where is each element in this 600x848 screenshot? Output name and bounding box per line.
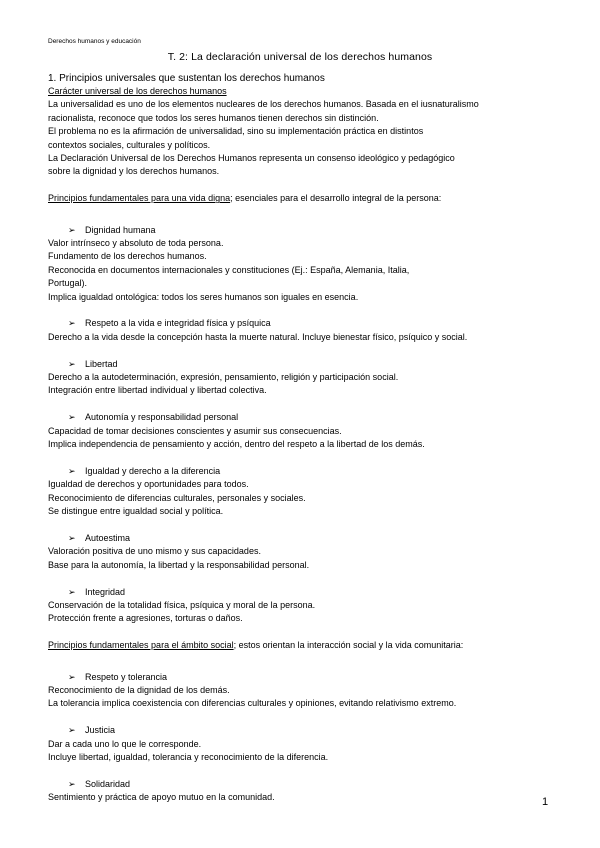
group-intro bbox=[48, 639, 548, 652]
body-line: La tolerancia implica coexistencia con diferencias culturales y opiniones, evitando relativismo extremo. bbox=[48, 698, 457, 709]
body-line: racionalista, reconoce que todos los seres humanos tienen derechos sin distinción. bbox=[48, 112, 379, 123]
principle-item bbox=[48, 519, 548, 573]
body-line: Derecho a la autodeterminación, expresión, pensamiento, religión y participación social. bbox=[48, 372, 399, 383]
arrow-bullet-icon: ➢ bbox=[68, 586, 76, 597]
arrow-bullet-icon: ➢ bbox=[68, 532, 76, 543]
body-line: El problema no es la afirmación de universalidad, sino su implementación práctica en distintos bbox=[48, 126, 424, 137]
principle-item bbox=[48, 662, 548, 711]
body-line: Implica independencia de pensamiento y acción, dentro del respeto a la libertad de los demás. bbox=[48, 439, 425, 450]
group-intro-title: Principios fundamentales para el ámbito social bbox=[48, 640, 234, 651]
principle-item bbox=[48, 711, 548, 765]
arrow-bullet-icon: ➢ bbox=[68, 725, 76, 736]
principle-title: Autonomía y responsabilidad personal bbox=[85, 412, 239, 423]
principle-title: Respeto a la vida e integridad física y psíquica bbox=[85, 318, 271, 329]
arrow-bullet-icon: ➢ bbox=[68, 412, 76, 423]
body-line: Protección frente a agresiones, torturas o daños. bbox=[48, 613, 243, 624]
body-line: Base para la autonomía, la libertad y la responsabilidad personal. bbox=[48, 559, 310, 570]
section-heading: 1. Principios universales que sustentan los derechos humanos bbox=[48, 73, 325, 84]
group-intro-rest: ; esenciales para el desarrollo integral de la persona: bbox=[230, 193, 442, 204]
body-line: Valor intrínseco y absoluto de toda persona. bbox=[48, 238, 224, 249]
body-line: Fundamento de los derechos humanos. bbox=[48, 251, 207, 262]
principle-title: Respeto y tolerancia bbox=[85, 671, 168, 682]
body-line: sobre la dignidad y los derechos humanos. bbox=[48, 166, 220, 177]
arrow-bullet-icon: ➢ bbox=[68, 224, 76, 235]
document-body bbox=[48, 72, 548, 805]
body-line: Capacidad de tomar decisiones conscientes y asumir sus consecuencias. bbox=[48, 425, 342, 436]
arrow-bullet-icon: ➢ bbox=[68, 318, 76, 329]
body-line: contextos sociales, culturales y políticos. bbox=[48, 139, 211, 150]
body-line: Dar a cada uno lo que le corresponde. bbox=[48, 738, 202, 749]
principle-title: Justicia bbox=[85, 725, 116, 736]
document-title: T. 2: La declaración universal de los derechos humanos bbox=[167, 51, 433, 63]
group-intro-title: Principios fundamentales para una vida digna bbox=[48, 193, 231, 204]
section-subheading: Carácter universal de los derechos humanos bbox=[48, 86, 227, 96]
arrow-bullet-icon: ➢ bbox=[68, 358, 76, 369]
body-line: La universalidad es uno de los elementos nucleares de los derechos humanos. Basada en el iusnaturalismo bbox=[48, 99, 479, 110]
body-line: Portugal). bbox=[48, 278, 88, 289]
group-intro-rest: ; estos orientan la interacción social y la vida comunitaria: bbox=[233, 640, 464, 651]
body-line: Implica igualdad ontológica: todos los seres humanos son iguales en esencia. bbox=[48, 291, 359, 302]
principle-item bbox=[48, 572, 548, 626]
arrow-bullet-icon: ➢ bbox=[68, 465, 76, 476]
principle-item bbox=[48, 344, 548, 398]
body-line: Reconocimiento de la dignidad de los demás. bbox=[48, 684, 230, 695]
body-line: Reconocimiento de diferencias culturales, personales y sociales. bbox=[48, 492, 306, 503]
principle-title: Libertad bbox=[85, 358, 118, 369]
group-intro bbox=[48, 192, 548, 205]
running-header: Derechos humanos y educación bbox=[48, 38, 141, 45]
principle-item bbox=[48, 215, 548, 304]
body-line: Valoración positiva de uno mismo y sus capacidades. bbox=[48, 546, 261, 557]
body-line: Sentimiento y práctica de apoyo mutuo en la comunidad. bbox=[48, 792, 275, 803]
principle-item bbox=[48, 398, 548, 452]
arrow-bullet-icon: ➢ bbox=[68, 671, 76, 682]
body-line: Se distingue entre igualdad social y política. bbox=[48, 506, 224, 517]
body-line: La Declaración Universal de los Derechos Humanos representa un consenso ideológico y pedagógico bbox=[48, 153, 455, 164]
arrow-bullet-icon: ➢ bbox=[68, 778, 76, 789]
body-line: Integración entre libertad individual y libertad colectiva. bbox=[48, 385, 267, 396]
principle-title: Integridad bbox=[85, 586, 126, 597]
body-line: Derecho a la vida desde la concepción hasta la muerte natural. Incluye bienestar físico, psíquico y social. bbox=[48, 331, 468, 342]
body-line: Igualdad de derechos y oportunidades para todos. bbox=[48, 479, 249, 490]
principle-item bbox=[48, 764, 548, 804]
page-number: 1 bbox=[542, 796, 549, 808]
body-line: Conservación de la totalidad física, psíquica y moral de la persona. bbox=[48, 599, 316, 610]
body-line: Reconocida en documentos internacionales y constituciones (Ej.: España, Alemania, Italia, bbox=[48, 264, 410, 275]
principle-title: Autoestima bbox=[85, 532, 131, 543]
principle-title: Igualdad y derecho a la diferencia bbox=[85, 465, 221, 476]
principle-title: Dignidad humana bbox=[85, 224, 156, 235]
principle-item bbox=[48, 304, 548, 344]
principle-title: Solidaridad bbox=[85, 778, 131, 789]
principle-item bbox=[48, 452, 548, 519]
body-line: Incluye libertad, igualdad, tolerancia y reconocimiento de la diferencia. bbox=[48, 751, 329, 762]
